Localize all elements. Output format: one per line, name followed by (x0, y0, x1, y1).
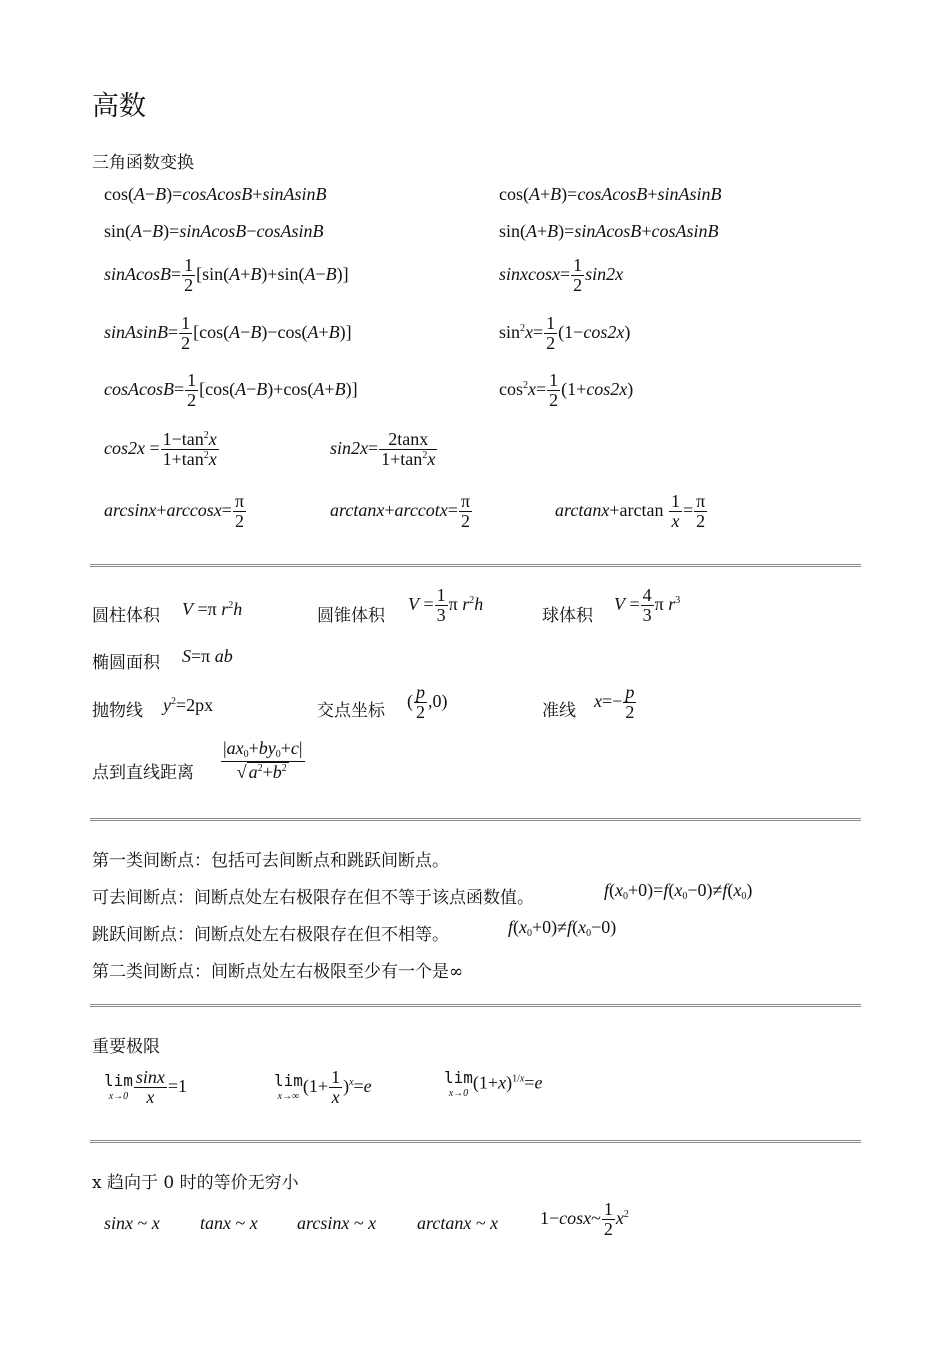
formula-sin2x: sin2x= $\frac{2\tan x}{1+\tan^2x}$ (330, 429, 436, 469)
parabola-label: 抛物线 (92, 701, 143, 721)
formula-sinxcosx: sinxcosx= $\frac{1}{2}$ sin2x (499, 255, 624, 295)
equiv-arcsinx: arcsinx ~ x (297, 1213, 377, 1233)
jump-formula: $f(x_0+0)\ne f(x_0-0)$ (508, 917, 617, 939)
equiv-sinx: sinx ~ x (104, 1213, 160, 1233)
trig-heading: 三角函数变换 (92, 153, 194, 173)
section-divider (90, 818, 861, 819)
formula-arcsin-arccos: arcsinx+arccosx= $\frac{\pi}{2}$ (104, 491, 245, 531)
page-title: 高数 (92, 91, 146, 122)
formula-sin-a-minus-b: sin(A−B)=sinAcosB−cosAsinB (104, 221, 324, 241)
formula-arctan-arccot: arctanx+arccotx= $\frac{\pi}{2}$ (330, 491, 471, 531)
cylinder-volume-label: 圆柱体积 (92, 606, 160, 626)
formula-cos-a-plus-b: cos(A+B)=cosAcosB+sinAsinB (499, 184, 722, 204)
directrix-label: 准线 (542, 701, 576, 721)
section-divider (90, 1140, 861, 1141)
section-divider (90, 564, 861, 565)
cone-volume-label: 圆锥体积 (317, 606, 385, 626)
removable-formula: $f(x_0+0)=f(x_0-0)\ne f(x_0)$ (604, 880, 753, 902)
formula-sinasinb: sinAsinB= $\frac{1}{2}$ [cos(A−B)−cos(A+B)] (104, 313, 352, 353)
formula-cosacosb: cosAcosB= $\frac{1}{2}$ [cos(A−B)+cos(A+B)] (104, 370, 358, 410)
cone-volume-formula: V = $\frac{1}{3}$ π $r^2h$ (408, 585, 484, 625)
directrix-formula: x=− $\frac{p}{2}$ (594, 682, 635, 722)
discontinuity-type2: 第二类间断点：间断点处左右极限至少有一个是∞ (92, 962, 464, 982)
ellipse-area-label: 椭圆面积 (92, 653, 160, 673)
formula-sin-squared: $\sin^2x=$ $\frac{1}{2}$ (1−cos2x) (499, 313, 631, 353)
formula-arctan-reciprocal: arctanx+arctan $\frac{1}{x}$ = $\frac{\pi}{2}$ (555, 491, 706, 531)
limit-e-infinity: lim x→∞ (1+ $\frac{1}{x}$ )$^x$=e (274, 1067, 372, 1107)
discontinuity-type1: 第一类间断点：包括可去间断点和跳跃间断点。 (92, 851, 449, 871)
limits-heading: 重要极限 (92, 1037, 160, 1057)
distance-formula: $\frac{|ax_0+by_0+c|}{√ a^2+b^2}$ (223, 738, 303, 782)
sphere-volume-label: 球体积 (542, 606, 593, 626)
distance-label: 点到直线距离 (92, 763, 194, 783)
cylinder-volume-formula: V =π $r^2h$ (182, 599, 243, 619)
formula-cos-a-minus-b: cos(A−B)=cosAcosB+sinAsinB (104, 184, 327, 204)
formula-cos2x: cos2x = $\frac{1-\tan^2x}{1+\tan^2x}$ (104, 429, 217, 469)
focus-formula: ( $\frac{p}{2}$ ,0) (407, 682, 448, 722)
limit-e-zero: lim x→0 $(1+x)^{1/x}=e$ (444, 1068, 543, 1099)
equiv-one-minus-cosx: 1−cosx~ $\frac{1}{2}$ $x^2$ (540, 1199, 629, 1239)
sphere-volume-formula: V = $\frac{4}{3}$ π $r^3$ (614, 585, 681, 625)
limit-sinx-over-x: lim x→0 $\frac{\sin x}{x}$ =1 (104, 1067, 188, 1107)
parabola-formula: $y^2=2px$ (163, 695, 214, 715)
formula-cos-squared: $\cos^2x=$ $\frac{1}{2}$ (1+cos2x) (499, 370, 634, 410)
equiv-tanx: tanx ~ x (200, 1213, 258, 1233)
ellipse-area-formula: S=π ab (182, 646, 233, 666)
section-divider (90, 1004, 861, 1005)
jump-discontinuity: 跳跃间断点：间断点处左右极限存在但不相等。 (92, 925, 449, 945)
removable-discontinuity: 可去间断点：间断点处左右极限存在但不等于该点函数值。 (92, 888, 534, 908)
equiv-arctanx: arctanx ~ x (417, 1213, 499, 1233)
formula-sin-a-plus-b: sin(A+B)=sinAcosB+cosAsinB (499, 221, 719, 241)
equiv-heading: x 趋向于 0 时的等价无穷小 (92, 1173, 299, 1193)
focus-label: 交点坐标 (317, 701, 385, 721)
formula-sinacosb: sinAcosB= $\frac{1}{2}$ [sin(A+B)+sin(A−B)] (104, 255, 349, 295)
